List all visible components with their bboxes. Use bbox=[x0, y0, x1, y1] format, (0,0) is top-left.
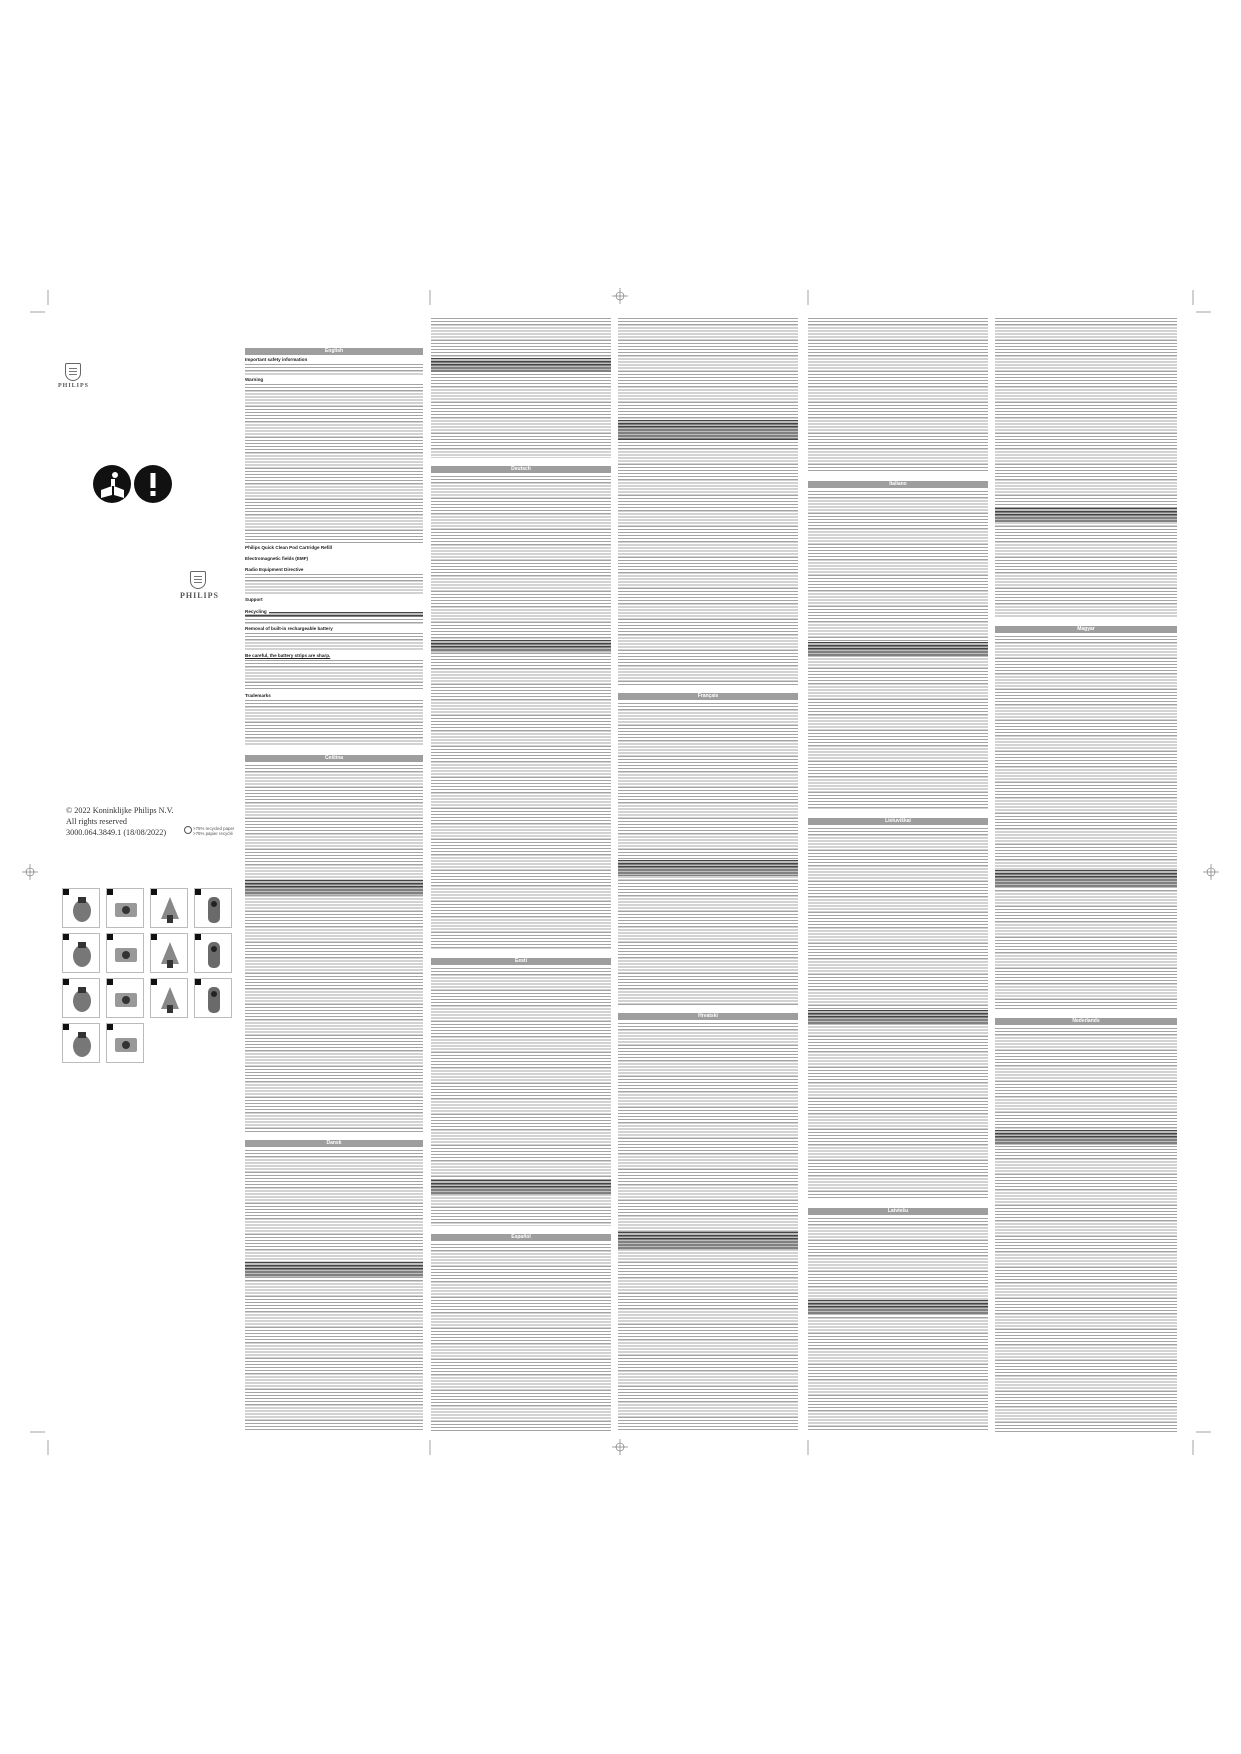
device-sketch-icon bbox=[195, 889, 233, 929]
body-text-block bbox=[618, 703, 798, 1005]
lang-header-espanol: Español bbox=[431, 1234, 611, 1241]
philips-shield-icon bbox=[65, 363, 81, 381]
figure-number-marker bbox=[63, 979, 69, 985]
device-sketch-icon bbox=[107, 889, 145, 929]
warning-text-block bbox=[245, 612, 423, 617]
warning-text-block bbox=[618, 420, 798, 440]
body-text-block bbox=[245, 364, 423, 375]
body-text-block bbox=[245, 700, 423, 745]
warning-text-block bbox=[808, 1010, 988, 1025]
figure-step-3 bbox=[150, 888, 188, 928]
copyright-line: © 2022 Koninklijke Philips N.V. bbox=[66, 806, 174, 815]
figure-step-6 bbox=[106, 933, 144, 973]
warning-text-block bbox=[995, 508, 1177, 522]
exclamation-icon bbox=[134, 465, 172, 503]
warning-text-block bbox=[808, 642, 988, 657]
body-text-block bbox=[245, 765, 423, 1133]
lang-header-deutsch: Deutsch bbox=[431, 466, 611, 473]
heading-trademarks: Trademarks bbox=[245, 693, 271, 698]
device-sketch-icon bbox=[151, 934, 189, 974]
figure-step-10 bbox=[106, 978, 144, 1018]
figure-number-marker bbox=[63, 1024, 69, 1030]
warning-text-block bbox=[431, 1180, 611, 1195]
device-sketch-icon bbox=[195, 934, 233, 974]
lang-header-nederlands: Nederlands bbox=[995, 1018, 1177, 1025]
heading-recycling: Recycling bbox=[245, 609, 267, 614]
figure-number-marker bbox=[107, 934, 113, 940]
body-text-block bbox=[245, 384, 423, 543]
warning-text-block bbox=[618, 860, 798, 876]
device-sketch-icon bbox=[107, 934, 145, 974]
recycled-line-fr: >75% papier recyclé bbox=[193, 831, 233, 837]
device-sketch-icon bbox=[63, 979, 101, 1019]
warning-text-block bbox=[995, 1130, 1177, 1145]
warning-text-block bbox=[808, 1300, 988, 1315]
lang-header-hrvatski: Hrvatski bbox=[618, 1013, 798, 1020]
device-sketch-icon bbox=[63, 889, 101, 929]
body-text-block bbox=[245, 616, 423, 624]
warning-text-block bbox=[245, 880, 423, 895]
heading-safety: Important safety information bbox=[245, 357, 308, 362]
figure-number-marker bbox=[107, 889, 113, 895]
device-sketch-icon bbox=[63, 934, 101, 974]
device-sketch-icon bbox=[151, 889, 189, 929]
body-text-block bbox=[995, 318, 1177, 618]
warning-text-block bbox=[431, 358, 611, 372]
figure-step-14 bbox=[106, 1023, 144, 1063]
figure-step-13 bbox=[62, 1023, 100, 1063]
lang-header-english: English bbox=[245, 348, 423, 355]
figure-step-12 bbox=[194, 978, 232, 1018]
book-icon bbox=[93, 465, 131, 503]
body-text-block bbox=[995, 1028, 1177, 1432]
heading-sharp: Be careful, the battery strips are sharp. bbox=[245, 653, 331, 658]
device-sketch-icon bbox=[107, 979, 145, 1019]
figure-number-marker bbox=[195, 889, 201, 895]
body-text-block bbox=[808, 318, 988, 473]
lang-header-cestina: Čeština bbox=[245, 755, 423, 762]
device-sketch-icon bbox=[107, 1024, 145, 1064]
recycled-paper-note bbox=[193, 826, 234, 837]
document-number: 3000.064.3849.1 (18/08/2022) bbox=[66, 828, 167, 837]
lang-header-francais: Français bbox=[618, 693, 798, 700]
heading-emf: Electromagnetic fields (EMF) bbox=[245, 556, 309, 561]
heading-warning: Warning bbox=[245, 377, 264, 382]
figure-step-9 bbox=[62, 978, 100, 1018]
body-text-block bbox=[245, 633, 423, 651]
lang-header-italiano: Italiano bbox=[808, 481, 988, 488]
figure-number-marker bbox=[195, 979, 201, 985]
lang-header-lietuviskai: Lietuviškai bbox=[808, 818, 988, 825]
body-text-block bbox=[808, 1218, 988, 1432]
body-text-block bbox=[431, 1244, 611, 1432]
read-manual-icon bbox=[93, 465, 131, 503]
figure-step-4 bbox=[194, 888, 232, 928]
body-text-block bbox=[245, 1150, 423, 1430]
device-sketch-icon bbox=[195, 979, 233, 1019]
warning-text-block bbox=[995, 870, 1177, 888]
figure-number-marker bbox=[107, 979, 113, 985]
device-sketch-icon bbox=[151, 979, 189, 1019]
warning-text-block bbox=[431, 640, 611, 652]
device-sketch-icon bbox=[63, 1024, 101, 1064]
heading-red: Radio Equipment Directive bbox=[245, 567, 304, 572]
body-text-block bbox=[431, 476, 611, 950]
rights-line: All rights reserved bbox=[66, 817, 127, 826]
philips-shield-icon bbox=[190, 571, 206, 589]
copyright-block bbox=[66, 805, 174, 838]
caution-icon bbox=[134, 465, 172, 503]
lang-header-magyar: Magyar bbox=[995, 626, 1177, 633]
lang-header-latviesu: Latviešu bbox=[808, 1208, 988, 1215]
warning-text-block bbox=[245, 1262, 423, 1277]
recycle-icon bbox=[184, 826, 192, 834]
figure-number-marker bbox=[151, 979, 157, 985]
body-text-block bbox=[995, 636, 1177, 1010]
body-text-block bbox=[431, 318, 611, 458]
body-text-block bbox=[618, 1023, 798, 1432]
warning-text-block bbox=[618, 1232, 798, 1250]
figure-step-8 bbox=[194, 933, 232, 973]
brand-logo-top: PHILIPS bbox=[58, 383, 90, 389]
figure-number-marker bbox=[151, 889, 157, 895]
heading-refill: Philips Quick Clean Pod Cartridge Refill bbox=[245, 545, 333, 550]
heading-support: Support bbox=[245, 597, 263, 602]
figure-step-11 bbox=[150, 978, 188, 1018]
lang-header-eesti: Eesti bbox=[431, 958, 611, 965]
figure-number-marker bbox=[63, 889, 69, 895]
figure-number-marker bbox=[195, 934, 201, 940]
lang-header-dansk: Dansk bbox=[245, 1140, 423, 1147]
figure-number-marker bbox=[107, 1024, 113, 1030]
body-text-block bbox=[245, 574, 423, 595]
heading-battery: Removal of built-in rechargeable battery bbox=[245, 626, 333, 631]
figure-number-marker bbox=[63, 934, 69, 940]
body-text-block bbox=[618, 318, 798, 685]
body-text-block bbox=[245, 660, 423, 691]
figure-step-5 bbox=[62, 933, 100, 973]
brand-logo: PHILIPS bbox=[180, 591, 220, 600]
figure-step-2 bbox=[106, 888, 144, 928]
recycled-line-en: >75% recycled paper bbox=[193, 826, 235, 831]
figure-step-1 bbox=[62, 888, 100, 928]
figure-number-marker bbox=[151, 934, 157, 940]
figure-step-7 bbox=[150, 933, 188, 973]
